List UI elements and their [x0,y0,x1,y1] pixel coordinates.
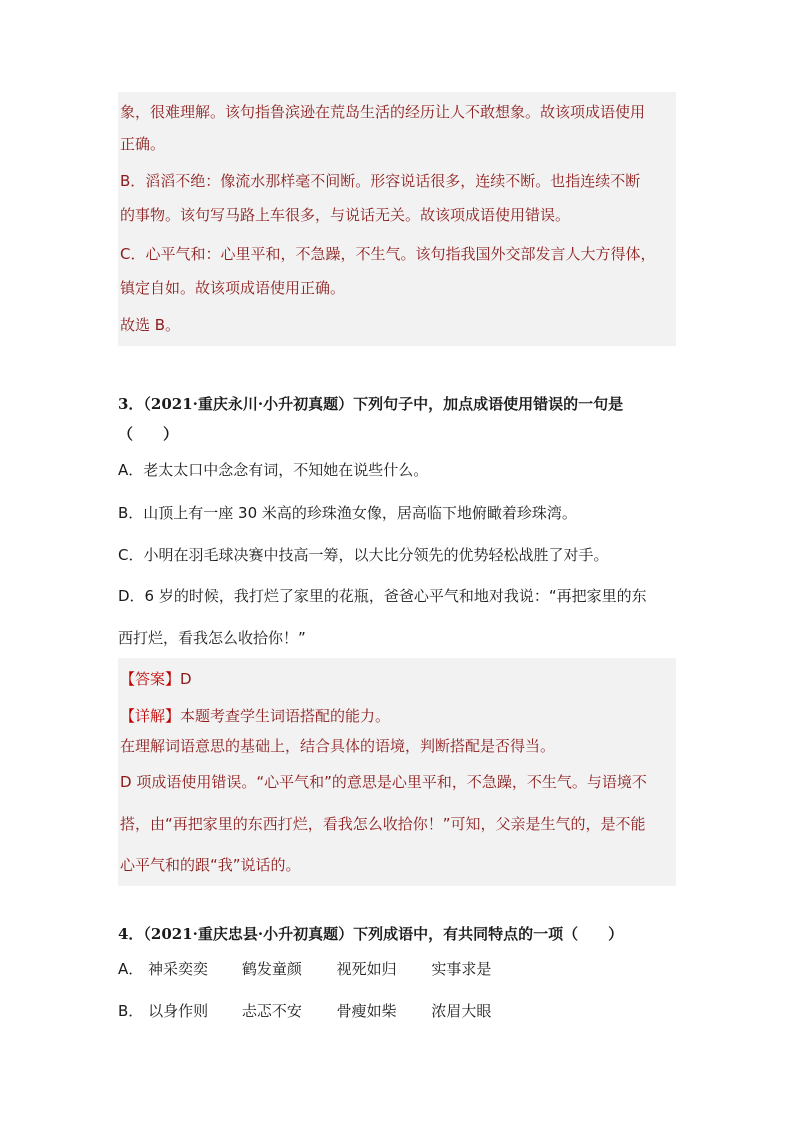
analysis-line: 正确。 [120,135,166,153]
analysis-line: 故选 B。 [120,316,181,334]
analysis-line: 的事物。该句写马路上车很多，与说话无关。故该项成语使用错误。 [120,206,571,224]
option-a: A．老太太口中念念有词，不知她在说些什么。 [118,461,429,479]
option-c: C．小明在羽毛球决赛中技高一筹，以大比分领先的优势轻松战胜了对手。 [118,546,609,564]
detail-tag: 【详解】 [120,707,181,725]
q4-option-a [118,959,491,979]
analysis-line: 搭，由“再把家里的东西打烂，看我怎么收拾你！”可知，父亲是生气的，是不能 [120,815,646,833]
idiom: 神采奕奕 [148,960,209,978]
question-3-paren: （ ） [118,425,179,443]
question-4-stem: 4．（2021·重庆忠县·小升初真题）下列成语中，有共同特点的一项（ ） [118,925,624,943]
option-d-cont: 西打烂，看我怎么收拾你！” [118,629,306,647]
option-label: A． [118,960,144,978]
q4-option-b [118,1001,491,1021]
analysis-line: D 项成语使用错误。“心平气和”的意思是心里平和，不急躁，不生气。与语境不 [120,773,647,791]
analysis-line: 象，很难理解。该句指鲁滨逊在荒岛生活的经历让人不敢想象。故该项成语使用 [120,103,646,121]
analysis-line: 镇定自如。故该项成语使用正确。 [120,279,346,297]
answer-value: D [180,670,192,688]
analysis-line: B．滔滔不绝：像流水那样毫不间断。形容说话很多，连续不断。也指连续不断 [120,172,641,190]
answer-line [120,669,192,689]
idiom: 浓眉大眼 [431,1002,492,1020]
option-b: B．山顶上有一座 30 米高的珍珠渔女像，居高临下地俯瞰着珍珠湾。 [118,504,577,522]
idiom: 实事求是 [431,960,492,978]
idiom: 鹤发童颜 [241,960,302,978]
detail-line [120,706,390,726]
analysis-line: C．心平气和：心里平和，不急躁，不生气。该句指我国外交部发言人大方得体， [120,245,656,263]
explain-text: 在理解词语意思的基础上，结合具体的语境，判断搭配是否得当。 [120,737,556,755]
idiom: 以身作则 [148,1002,209,1020]
idiom: 忐忑不安 [241,1002,302,1020]
idiom: 骨瘦如柴 [336,1002,397,1020]
idiom: 视死如归 [336,960,397,978]
answer-tag: 【答案】 [120,670,181,688]
analysis-line: 心平气和的跟“我”说话的。 [120,856,301,874]
option-label: B． [118,1002,144,1020]
detail-text: 本题考查学生词语搭配的能力。 [180,707,391,725]
question-3-stem: 3．（2021·重庆永川·小升初真题）下列句子中，加点成语使用错误的一句是 [118,395,624,413]
option-d: D．6 岁的时候，我打烂了家里的花瓶，爸爸心平气和地对我说：“再把家里的东 [118,587,647,605]
